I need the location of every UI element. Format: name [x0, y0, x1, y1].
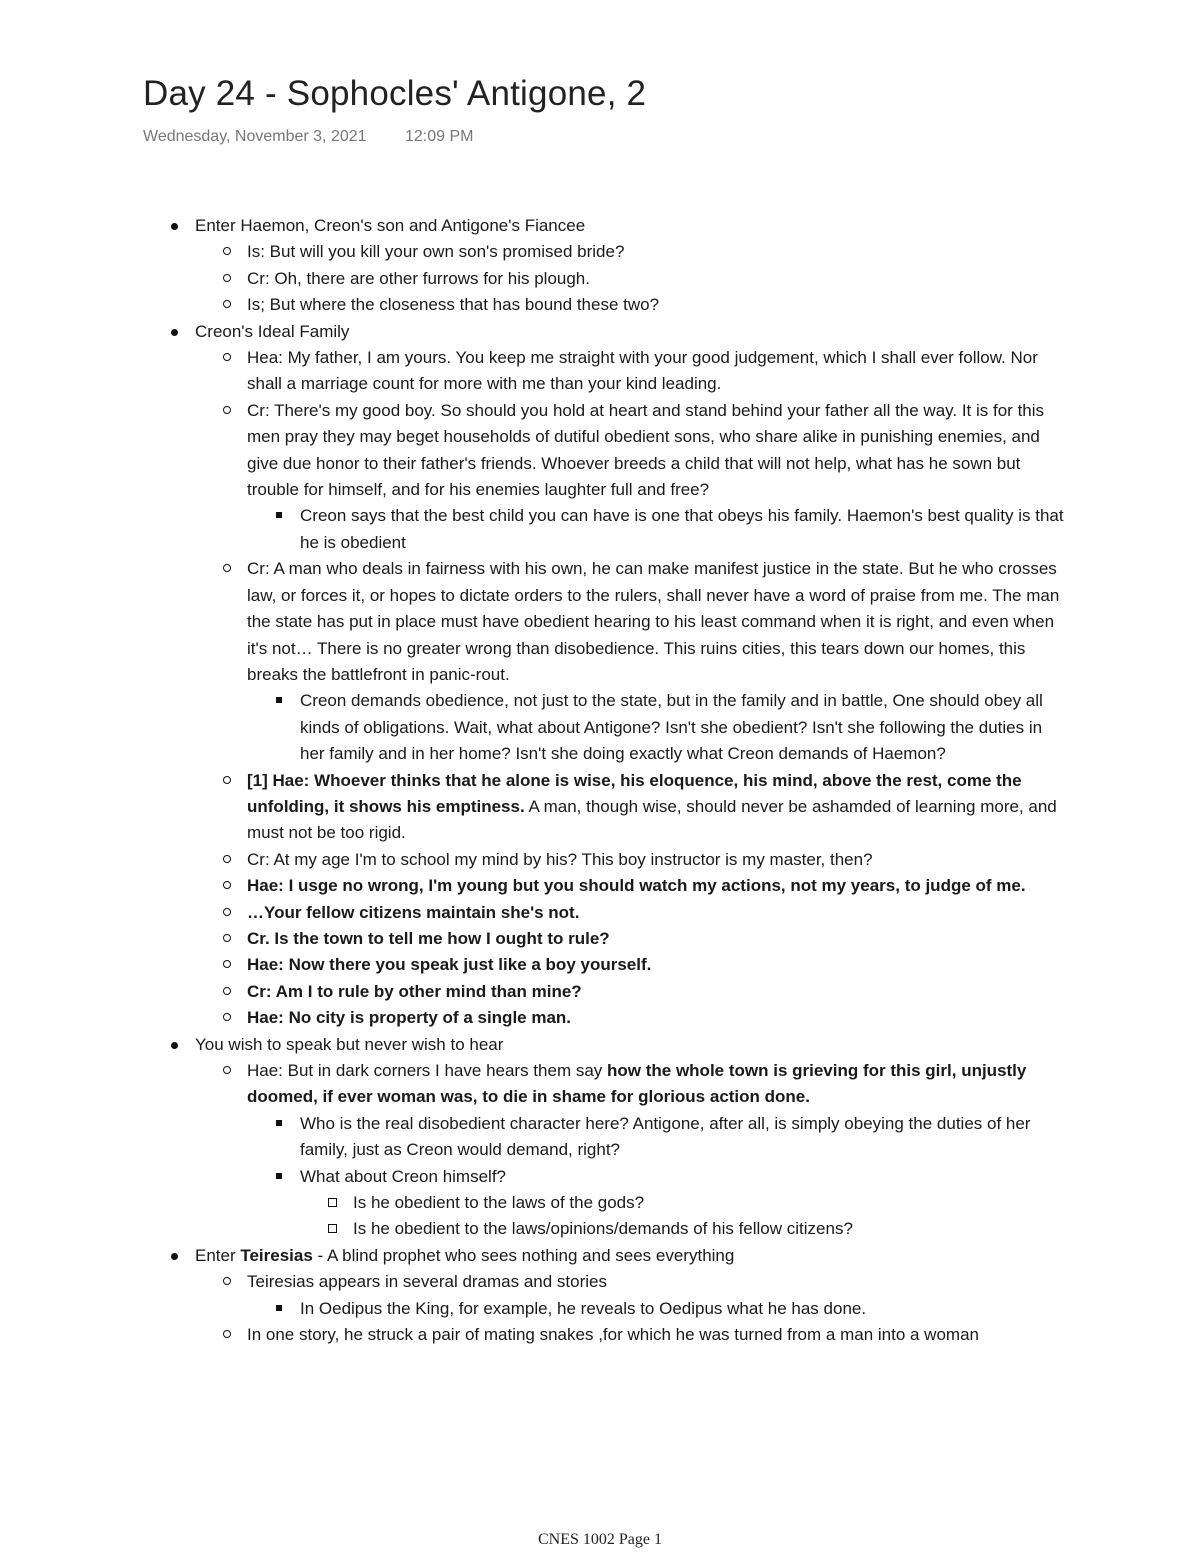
sub-list: [247, 1296, 1070, 1322]
bullet-text-bold: Teiresias: [240, 1245, 313, 1265]
list-item: [150, 926, 1070, 952]
bullet-text: Teiresias appears in several dramas and stories: [247, 1272, 608, 1292]
bullet-text: In one story, he struck a pair of mating snakes ,for which he was turned from a man into a woman: [247, 1325, 979, 1345]
sub-list: [247, 503, 1070, 556]
list-item: [150, 239, 1070, 265]
bullet-text: Hea: My father, I am yours. You keep me straight with your good judgement, which I shall ever follow. Nor shall a marriage count for more with me than your kind leading.: [247, 348, 1038, 394]
list-item: [150, 1164, 1070, 1243]
list-item: [150, 345, 1070, 398]
bullet-text: Hae: No city is property of a single man.: [247, 1008, 572, 1028]
outline-list: [150, 213, 1070, 1348]
list-item: [150, 900, 1070, 926]
list-item: [150, 768, 1070, 847]
list-item: [150, 1190, 1070, 1216]
sub-list: [247, 688, 1070, 767]
bullet-text: A man, though wise, should never be ashamded of learning more, and must not be too rigid.: [247, 796, 1057, 843]
bullet-text: Cr. Is the town to tell me how I ought to rule?: [247, 928, 610, 948]
bullet-text: Cr: Am I to rule by other mind than mine?: [247, 981, 582, 1001]
bullet-text: Hae: Now there you speak just like a boy yourself.: [247, 955, 652, 975]
bullet-text: Is he obedient to the laws of the gods?: [353, 1193, 645, 1213]
notes-body: [150, 213, 1070, 1348]
list-item: [150, 1058, 1070, 1243]
sub-list: [195, 345, 1070, 1032]
bullet-text: Is: But will you kill your own son's promised bride?: [247, 242, 625, 262]
page-date: Wednesday, November 3, 2021: [143, 128, 367, 145]
bullet-text: Creon's Ideal Family: [195, 321, 350, 341]
bullet-text-bold: [1] Hae: Whoever thinks that he alone is wise, his eloquence, his mind, above the rest, come the unfolding, it shows his emptiness.: [247, 770, 1022, 816]
bullet-text: Is; But where the closeness that has bound these two?: [247, 295, 660, 315]
page-footer: CNES 1002 Page 1: [538, 1531, 662, 1548]
bullet-text: Creon says that the best child you can have is one that obeys his family. Haemon's best quality is that he is obedient: [300, 506, 1064, 552]
sub-list: [300, 1190, 1070, 1243]
sub-list: [247, 1111, 1070, 1243]
list-item: [150, 1269, 1070, 1322]
list-item: [150, 556, 1070, 767]
list-item: [150, 213, 1070, 319]
bullet-text: Cr: Oh, there are other furrows for his plough.: [247, 268, 590, 288]
bullet-text: Cr: A man who deals in fairness with his own, he can make manifest justice in the state. But he who crosses law, or forces it, or hopes to dictate orders to the rulers, shall never have a word of praise from me. The man the state has put in place must have obedient hearing to his least command when it is right, and even when it's not… There is no greater wrong than disobedience. This ruins cities, this tears down our homes, this breaks the battlefront in panic-rout.: [247, 559, 1060, 684]
list-item: [150, 319, 1070, 1032]
bullet-text: In Oedipus the King, for example, he reveals to Oedipus what he has done.: [300, 1298, 867, 1318]
bullet-text: What about Creon himself?: [300, 1166, 506, 1186]
list-item: [150, 1243, 1070, 1349]
list-item: [150, 688, 1070, 767]
bullet-text: Cr: There's my good boy. So should you hold at heart and stand behind your father all the way. It is for this men pray they may beget households of dutiful obedient sons, who share alike in punishing enemies, and give due honor to their father's friends. Whoever breeds a child that will not help, what has he sown but trouble for himself, and for his enemies laughter full and free?: [247, 400, 1045, 500]
list-item: [150, 503, 1070, 556]
list-item: [150, 952, 1070, 978]
bullet-text: Is he obedient to the laws/opinions/demands of his fellow citizens?: [353, 1219, 853, 1239]
page-title: Day 24 - Sophocles' Antigone, 2: [143, 74, 647, 113]
bullet-text: Hae: But in dark corners I have hears them say: [247, 1061, 608, 1080]
bullet-text: Creon demands obedience, not just to the state, but in the family and in battle, One should obey all kinds of obligations. Wait, what about Antigone? Isn't she obedient? Isn't she following the duties in her family and in her home? Isn't she doing exactly what Creon demands of Haemon?: [300, 691, 1043, 764]
list-item: [150, 1216, 1070, 1242]
list-item: [150, 1111, 1070, 1164]
bullet-text: Enter: [195, 1245, 241, 1265]
sub-list: [195, 1058, 1070, 1243]
bullet-text: - A blind prophet who sees nothing and sees everything: [312, 1245, 735, 1265]
list-item: [150, 1322, 1070, 1348]
list-item: [150, 979, 1070, 1005]
list-item: [150, 266, 1070, 292]
list-item: [150, 292, 1070, 318]
bullet-text: …Your fellow citizens maintain she's not.: [247, 902, 580, 922]
list-item: [150, 847, 1070, 873]
list-item: [150, 398, 1070, 556]
page-meta: [143, 128, 473, 146]
page-time: 12:09 PM: [405, 128, 474, 145]
bullet-text: Who is the real disobedient character here? Antigone, after all, is simply obeying the duties of her family, just as Creon would demand, right?: [300, 1113, 1031, 1160]
bullet-text: Enter Haemon, Creon's son and Antigone's Fiancee: [195, 216, 586, 235]
bullet-text-bold: how the whole town is grieving for this girl, unjustly doomed, if ever woman was, to die in shame for glorious action done.: [247, 1061, 1027, 1107]
sub-list: [195, 239, 1070, 318]
bullet-text: You wish to speak but never wish to hear: [195, 1034, 504, 1054]
list-item: [150, 1296, 1070, 1322]
list-item: [150, 1032, 1070, 1243]
bullet-text: Cr: At my age I'm to school my mind by his? This boy instructor is my master, then?: [247, 849, 873, 869]
list-item: [150, 873, 1070, 899]
sub-list: [195, 1269, 1070, 1348]
bullet-text: Hae: I usge no wrong, I'm young but you should watch my actions, not my years, to judge of me.: [247, 876, 1026, 896]
list-item: [150, 1005, 1070, 1031]
